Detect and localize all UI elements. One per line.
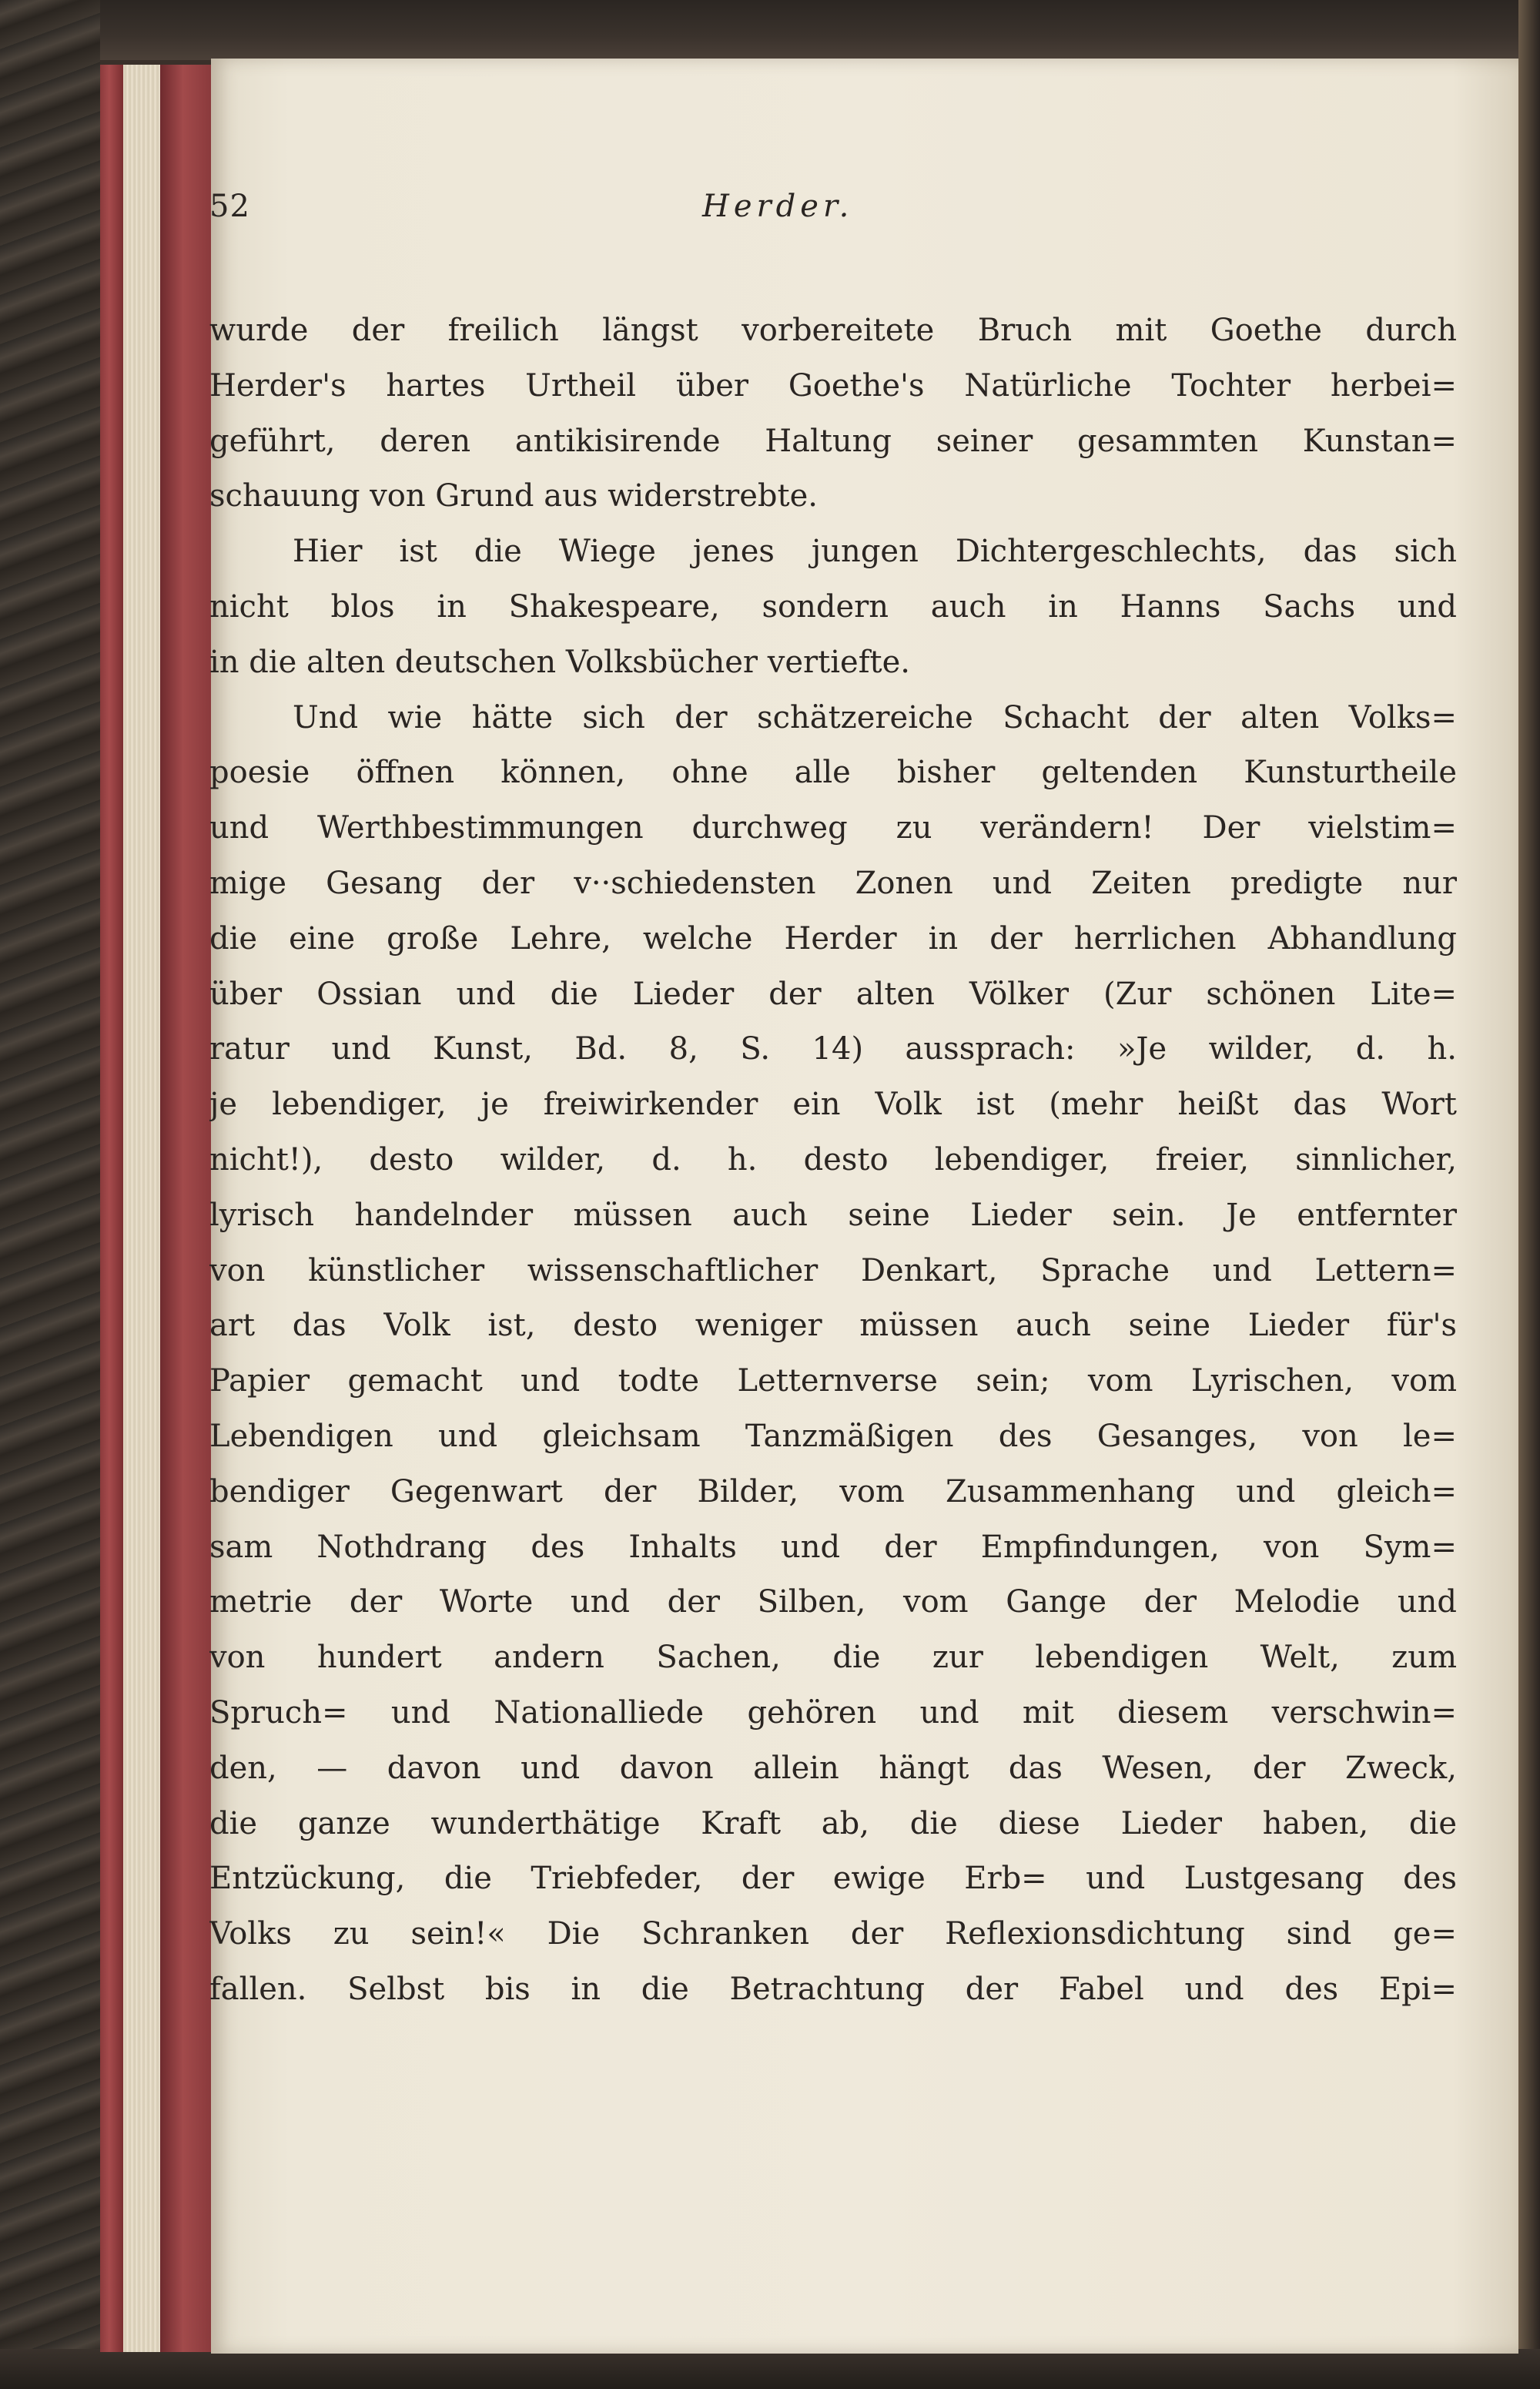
text-line: Hier ist die Wiege jenes jungen Dichtergeschlechts, das sich	[293, 534, 1457, 570]
running-head	[209, 183, 1010, 230]
text-line: art das Volk ist, desto weniger müssen auch seine Lieder für's	[209, 1308, 1457, 1344]
page-number: 52	[209, 189, 250, 224]
text-line: die eine große Lehre, welche Herder in der herrlichen Abhandlung	[209, 920, 1457, 957]
book-cover-bottom-edge	[0, 2349, 1540, 2389]
text-line: bendiger Gegenwart der Bilder, vom Zusammenhang und gleich=	[209, 1473, 1457, 1509]
text-line: den, — davon und davon allein hängt das Wesen, der Zweck,	[209, 1750, 1457, 1786]
marbled-cover-left	[0, 0, 100, 2389]
text-line: geführt, deren antikisirende Haltung seiner gesammten Kunstan=	[209, 423, 1457, 459]
text-line: nicht blos in Shakespeare, sondern auch in Hanns Sachs und	[209, 588, 1457, 625]
text-line: Spruch= und Nationalliede gehören und mit diesem verschwin=	[209, 1694, 1457, 1731]
body-text	[209, 303, 1457, 2018]
text-line: nicht!), desto wilder, d. h. desto lebendiger, freier, sinnlicher,	[209, 1141, 1457, 1178]
text-line: die ganze wunderthätige Kraft ab, die diese Lieder haben, die	[209, 1805, 1457, 1841]
text-line: Herder's hartes Urtheil über Goethe's Natürliche Tochter herbei=	[209, 367, 1457, 404]
text-line: lyrisch handelnder müssen auch seine Lieder sein. Je entfernter	[209, 1197, 1457, 1233]
text-line: schauung von Grund aus widerstrebte.	[209, 478, 818, 514]
text-line: Und wie hätte sich der schätzereiche Schacht der alten Volks=	[293, 699, 1457, 735]
paragraph	[209, 691, 1457, 2018]
text-line: und Werthbestimmungen durchweg zu verändern! Der vielstim=	[209, 810, 1457, 846]
text-line: von hundert andern Sachen, die zur lebendigen Welt, zum	[209, 1640, 1457, 1676]
text-line: wurde der freilich längst vorbereitete Bruch mit Goethe durch	[209, 313, 1457, 348]
text-line: poesie öffnen können, ohne alle bisher geltenden Kunsturtheile	[209, 755, 1457, 791]
text-line: ratur und Kunst, Bd. 8, S. 14) aussprach: »Je wilder, d. h.	[209, 1031, 1457, 1067]
paragraph	[209, 524, 1457, 690]
text-line: Lebendigen und gleichsam Tanzmäßigen des Gesanges, von le=	[209, 1418, 1457, 1454]
page-stack	[123, 65, 160, 2352]
text-line: in die alten deutschen Volksbücher vertiefte.	[209, 644, 910, 680]
text-line: Entzückung, die Triebfeder, der ewige Erb= und Lustgesang des	[209, 1861, 1457, 1897]
paragraph	[209, 303, 1457, 524]
text-line: von künstlicher wissenschaftlicher Denkart, Sprache und Lettern=	[209, 1252, 1457, 1288]
text-line: fallen. Selbst bis in die Betrachtung der Fabel und des Epi=	[209, 1971, 1457, 2007]
text-line: je lebendiger, je freiwirkender ein Volk ist (mehr heißt das Wort	[209, 1087, 1457, 1123]
text-line: über Ossian und die Lieder der alten Völker (Zur schönen Lite=	[209, 976, 1457, 1012]
red-page-edge-inner	[160, 65, 211, 2352]
text-line: Papier gemacht und todte Letternverse sein; vom Lyrischen, vom	[209, 1363, 1457, 1399]
text-line: Volks zu sein!« Die Schranken der Reflexionsdichtung sind ge=	[209, 1916, 1457, 1952]
text-line: sam Nothdrang des Inhalts und der Empfindungen, von Sym=	[209, 1529, 1457, 1565]
text-line: mige Gesang der v··schiedensten Zonen und Zeiten predigte nur	[209, 865, 1457, 901]
red-page-edge	[100, 65, 123, 2352]
text-line: metrie der Worte und der Silben, vom Gange der Melodie und	[209, 1584, 1457, 1620]
book-cover-right-edge	[1518, 0, 1540, 2389]
running-title: Herder.	[702, 189, 854, 224]
book-cover-top-edge	[0, 0, 1540, 60]
